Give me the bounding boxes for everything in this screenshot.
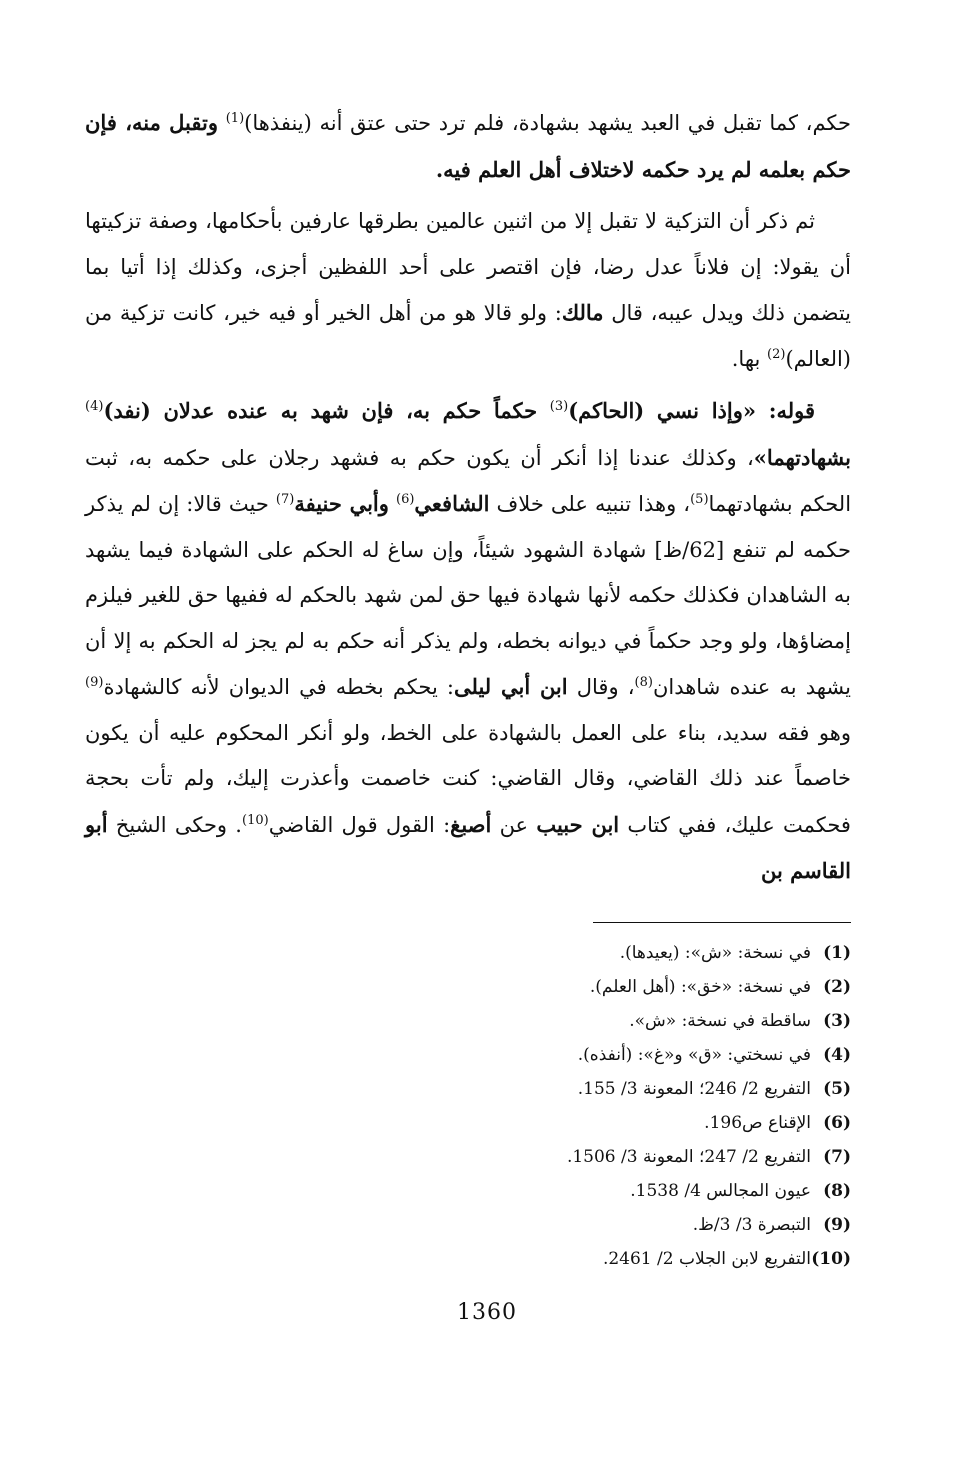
footnote-ref-6[interactable]: (6) [395, 492, 415, 507]
footnote-text: الإقناع ص196. [704, 1113, 811, 1133]
paragraph-3-text-10: . وحكى الشيخ [107, 812, 242, 837]
paragraph-3 [85, 388, 851, 895]
footnote-ref-10[interactable]: (10) [241, 812, 269, 828]
quote-part-3: بشهادتهما» [753, 444, 851, 470]
footnote-text: التفريع لابن الجلاب 2/ 2461. [602, 1249, 811, 1269]
footnote-separator [593, 922, 851, 923]
footnote-text: التفريع 2/ 246؛ المعونة 3/ 155. [577, 1079, 811, 1099]
qawluh-label: قوله: [768, 398, 815, 423]
name-abu-alqasim: أبو القاسم بن [85, 811, 851, 883]
footnote-item [567, 1174, 851, 1208]
footnote-item [567, 936, 851, 970]
footnote-text: في نسختي: «ق» و«غ»: (أنفذه). [577, 1045, 811, 1065]
paragraph-3-text-6: : يحكم بخطه في الديوان لأنه كالشهادة [103, 675, 455, 699]
page-number: 1360 [457, 1300, 517, 1325]
paragraph-3-text-2: ، وهذا تنبيه على خلاف [489, 492, 691, 516]
footnote-number: (7) [823, 1147, 851, 1167]
footnote-text: في نسخة: «ش»: (يعيدها). [619, 943, 811, 963]
paragraph-3-text-5: ، وقال [567, 675, 635, 699]
footnote-ref-9[interactable]: (9) [85, 675, 104, 690]
footnote-text: ساقطة في نسخة: «ش». [629, 1011, 811, 1031]
quote-part-1: «وإذا نسي (الحاكم) [568, 398, 769, 423]
footnote-ref-5[interactable]: (5) [690, 492, 709, 507]
paragraph-3-text-8: عن [491, 812, 537, 837]
footnote-item [567, 1072, 851, 1106]
name-asbagh: أصبغ [450, 811, 492, 837]
footnote-item [567, 1106, 851, 1140]
name-ibn-habib: ابن حبيب [536, 811, 620, 837]
footnote-number: (4) [823, 1045, 851, 1065]
paragraph-1-text-b: وتقبل منه، فإن حكم بعلمه لم يرد حكمه لاختلاف أهل العلم فيه. [85, 110, 851, 182]
footnote-item [567, 1004, 851, 1038]
main-text [85, 100, 851, 901]
footnote-item [567, 1140, 851, 1174]
name-ibn-abi-layla: ابن أبي ليلى [454, 674, 568, 699]
footnote-ref-2[interactable]: (2) [767, 346, 786, 362]
footnote-number: (3) [823, 1011, 851, 1031]
footnote-ref-7[interactable]: (7) [275, 492, 295, 507]
footnote-number: (10) [811, 1249, 851, 1269]
footnote-number: (8) [823, 1181, 851, 1201]
name-shafii: الشافعي [414, 491, 490, 516]
footnote-item [567, 1242, 851, 1276]
footnote-number: (1) [823, 943, 851, 963]
footnote-number: (9) [823, 1215, 851, 1235]
footnote-text: عيون المجالس 4/ 1538. [630, 1181, 811, 1201]
name-malik: مالك [561, 300, 604, 325]
footnote-ref-3[interactable]: (3) [549, 399, 569, 414]
footnote-text: التفريع 2/ 247؛ المعونة 3/ 1506. [566, 1147, 811, 1167]
footnote-item [567, 1208, 851, 1242]
paragraph-1-text-a: حكم، كما تقبل في العبد يشهد بشهادة، فلم ترد حتى عتق أنه (ينفذها) [244, 111, 851, 135]
footnote-item [567, 1038, 851, 1072]
paragraph-3-text-3 [389, 492, 396, 516]
paragraph-3-text-9: : القول قول القاضي [268, 812, 451, 837]
paragraph-2-text-a: ثم ذكر أن التزكية لا تقبل إلا من اثنين عالمين بطرقها عارفين بأحكامها، وصفة تزكيتها أن يقولا: إن فلاناً عدل رضا، فإن اقتصر على أحد اللفظين أجزى، وكذلك إذا أتيا بما يتضمن ذلك ويدل عيبه، قال [85, 209, 851, 325]
paragraph-2-text-c: بها. [731, 346, 768, 371]
footnote-ref-4[interactable]: (4) [85, 399, 104, 414]
name-abu-hanifa: وأبي حنيفة [294, 491, 389, 516]
footnote-number: (5) [823, 1079, 851, 1099]
footnote-item [567, 970, 851, 1004]
quote-part-2: حكماً حكم به، فإن شهد به عنده عدلان (نفد) [103, 398, 550, 423]
paragraph-3-text-7: وهو فقه سديد، بناء على العمل بالشهادة على الخط، ولو أنكر المحكوم عليه أن يكون خاصماً عند ذلك القاضي، وقال القاضي: كنت خاصمت وأعذرت إليك، ولم تأت بحجة فحكمت عليك، ففي كتاب [85, 720, 851, 837]
footnote-text: التبصرة 3/ 3/ظ. [692, 1215, 811, 1235]
footnote-ref-8[interactable]: (8) [634, 675, 653, 690]
footnote-text: في نسخة: «خق»: (أهل العلم). [589, 977, 811, 997]
footnote-ref-1[interactable]: (1) [225, 111, 245, 126]
footnote-number: (2) [823, 977, 851, 997]
footnotes [567, 936, 851, 1276]
paragraph-3-text-4: حيث قالا: إن لم يذكر حكمه لم تنفع [62/ظ] شهادة الشهود شيئاً، وإن ساغ له الحكم على الشهادة فيما يشهد به الشاهدان فكذلك حكمه لأنها شهادة فيها حق لمن شهد بالحكم له ففيها حق للغير فيلزم إمضاؤها، ولو وجد حكماً في ديوانه بخطه، ولم يذكر أنه حكم به لم يجز له الحكم به إلا أن يشهد به عنده شاهدان [85, 492, 851, 699]
footnote-number: (6) [823, 1113, 851, 1133]
paragraph-2 [85, 199, 851, 382]
paragraph-3-text-1: ، وكذلك عندنا إذا أنكر أن يكون حكم به فشهد رجلان على حكمه به، ثبت الحكم بشهادتهما [85, 445, 852, 516]
paragraph-1 [85, 100, 851, 193]
paragraph-2-text-b: : ولو قالا هو من أهل الخير أو فيه خير، كانت تزكية من (العالم) [85, 301, 851, 371]
